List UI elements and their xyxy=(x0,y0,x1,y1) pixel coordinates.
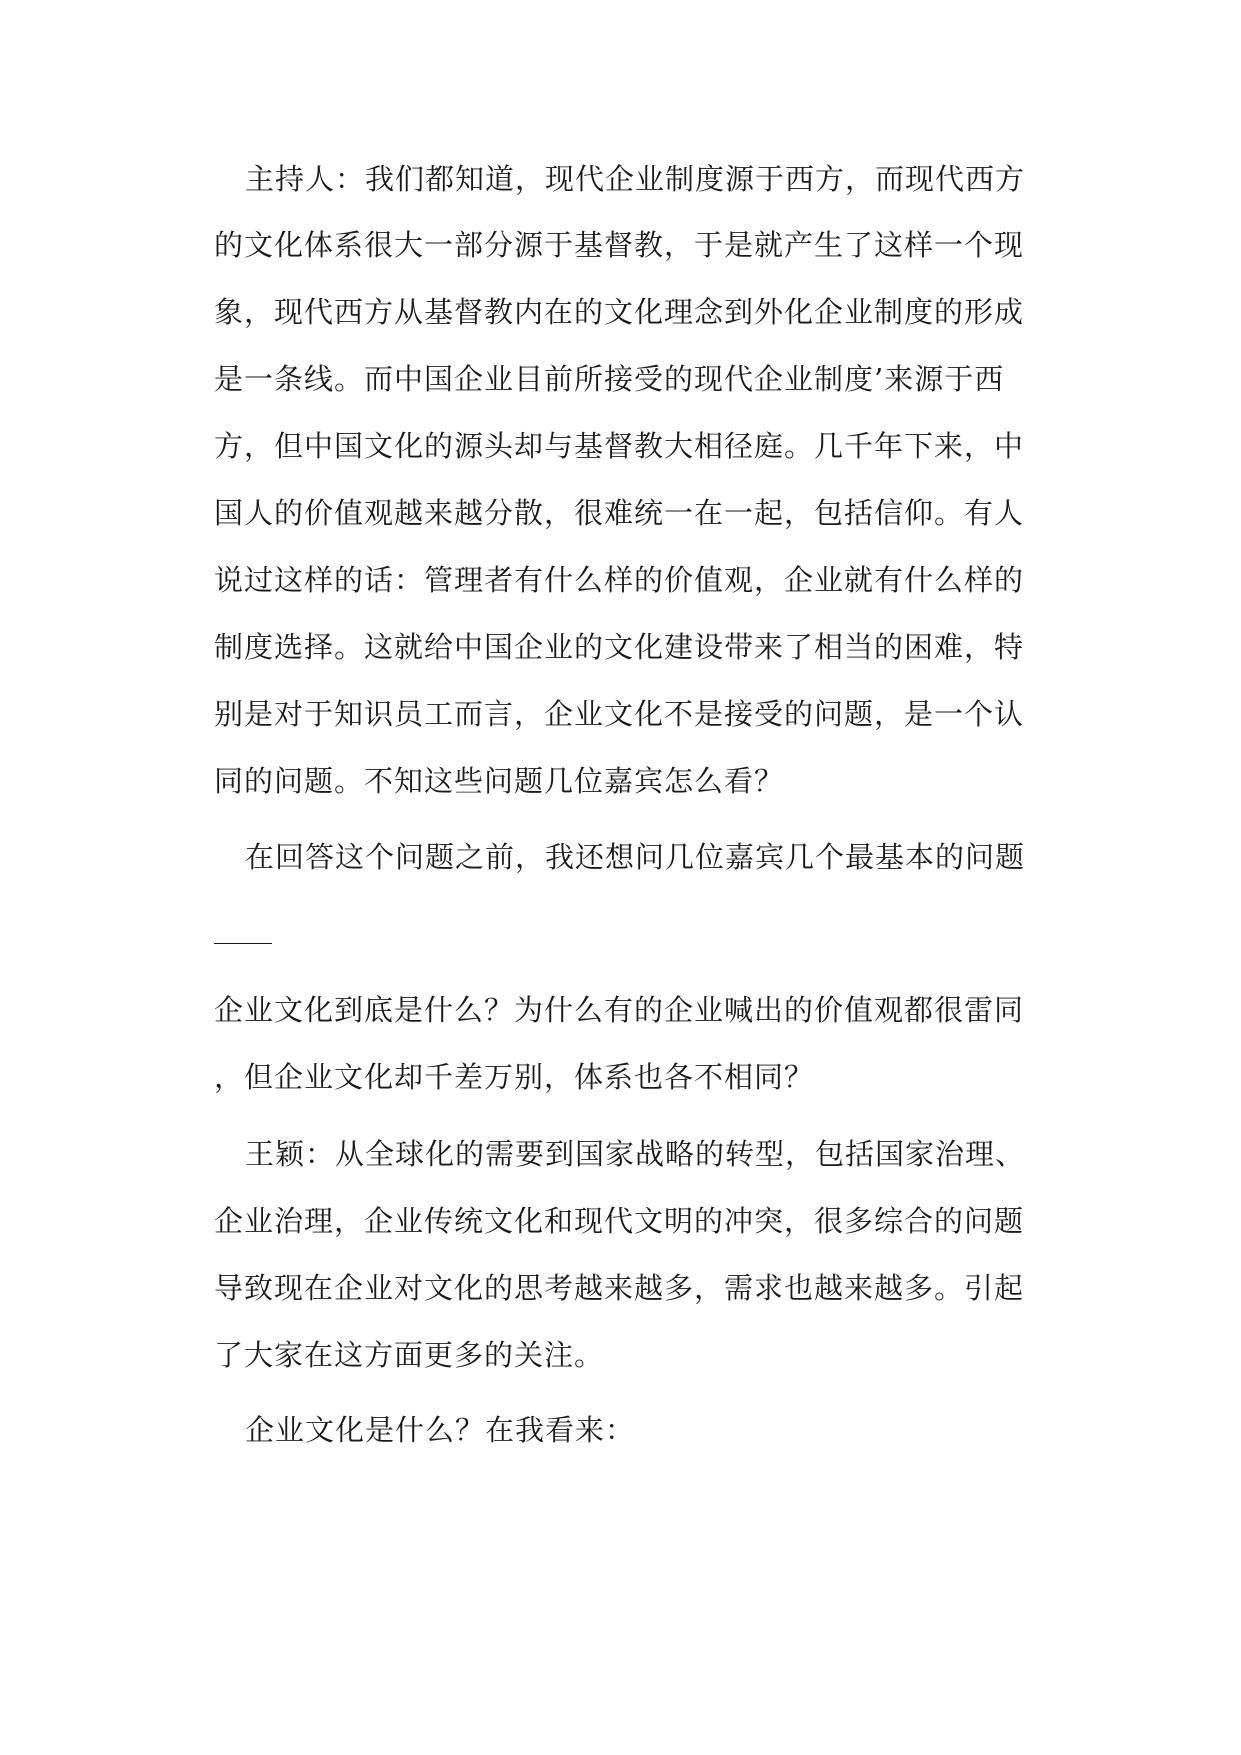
paragraph-1-line-2: 的文化体系很大一部分源于基督教，于是就产生了这样一个现 xyxy=(214,228,1025,262)
paragraph-1-line-9: 别是对于知识员工而言，企业文化不是接受的问题，是一个认 xyxy=(214,697,1025,731)
paragraph-4-line-2: 企业治理，企业传统文化和现代文明的冲突，很多综合的问题 xyxy=(214,1204,1025,1238)
paragraph-4-line-3: 导致现在企业对文化的思考越来越多，需求也越来越多。引起 xyxy=(214,1271,1025,1305)
paragraph-4-line-1: 王颖：从全球化的需要到国家战略的转型，包括国家治理、 xyxy=(245,1137,1026,1171)
paragraph-1-line-1: 主持人：我们都知道，现代企业制度源于西方，而现代西方 xyxy=(245,162,1026,196)
paragraph-1-line-4: 是一条线。而中国企业目前所接受的现代企业制度’来源于西 xyxy=(214,362,1005,396)
paragraph-1-line-8: 制度选择。这就给中国企业的文化建设带来了相当的困难，特 xyxy=(214,630,1025,664)
paragraph-1-line-6: 国人的价值观越来越分散，很难统一在一起，包括信仰。有人 xyxy=(214,496,1025,530)
paragraph-5-line-1: 企业文化是什么？在我看来： xyxy=(245,1413,636,1447)
em-dash-rule xyxy=(214,943,272,944)
paragraph-3-line-1: 企业文化到底是什么？为什么有的企业喊出的价值观都很雷同 xyxy=(214,993,1025,1027)
paragraph-3-line-2: ，但企业文化却千差万别，体系也各不相同？ xyxy=(214,1060,815,1094)
paragraph-1-line-10: 同的问题。不知这些问题几位嘉宾怎么看？ xyxy=(214,764,785,798)
paragraph-1-line-3: 象，现代西方从基督教内在的文化理念到外化企业制度的形成 xyxy=(214,295,1025,329)
paragraph-4-line-4: 了大家在这方面更多的关注。 xyxy=(214,1338,605,1372)
paragraph-1-line-7: 说过这样的话：管理者有什么样的价值观，企业就有什么样的 xyxy=(214,563,1025,597)
paragraph-1-line-5: 方，但中国文化的源头却与基督教大相径庭。几千年下来，中 xyxy=(214,429,1025,463)
paragraph-2-line-1: 在回答这个问题之前，我还想问几位嘉宾几个最基本的问题 xyxy=(245,840,1026,874)
